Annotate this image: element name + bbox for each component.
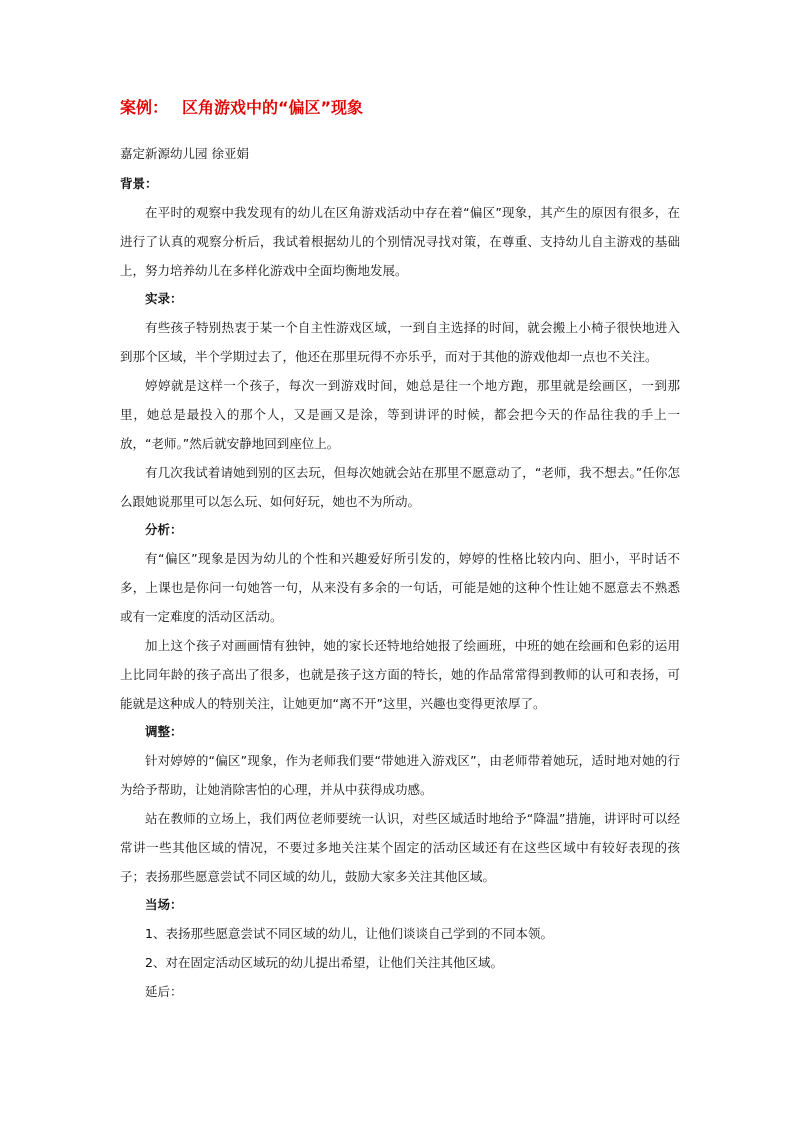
adjust-heading: 调整：	[145, 724, 183, 739]
analysis-paragraph-2: 加上这个孩子对画画情有独钟，她的家长还特地给她报了绘画班，中班的她在绘画和色彩的运用上比同年龄的孩子高出了很多，也就是孩子这方面的特长，她的作品常常得到教师的认可和表扬，可能就是这种成人的特别关注，让她更加“离不开”这里，兴趣也变得更浓厚了。	[120, 638, 680, 711]
record-heading: 实录：	[145, 291, 183, 306]
analysis-paragraph-1: 有“偏区”现象是因为幼儿的个性和兴趣爱好所引发的，婷婷的性格比较内向、胆小，平时话不多，上课也是你问一句她答一句，从来没有多余的一句话，可能是她的这种个性让她不愿意去不熟悉或有一定难度的活动区活动。	[120, 551, 680, 624]
document-body	[120, 142, 680, 1006]
title-prefix: 案例：	[120, 98, 169, 117]
title-main: 区角游戏中的“偏区”现象	[182, 98, 364, 117]
later-heading: 延后：	[145, 984, 183, 999]
now-list-item-1: 1、表扬那些愿意尝试不同区域的幼儿，让他们谈谈自己学到的不同本领。	[145, 926, 553, 941]
page-title	[120, 95, 363, 118]
background-paragraph: 在平时的观察中我发现有的幼儿在区角游戏活动中存在着“偏区”现象，其产生的原因有很多，在进行了认真的观察分析后，我试着根据幼儿的个别情况寻找对策，在尊重、支持幼儿自主游戏的基础上，努力培养幼儿在多样化游戏中全面均衡地发展。	[120, 205, 680, 278]
now-list-item-2: 2、对在固定活动区域玩的幼儿提出希望，让他们关注其他区域。	[145, 955, 503, 970]
analysis-heading: 分析：	[145, 522, 183, 537]
adjust-paragraph-2: 站在教师的立场上，我们两位老师要统一认识，对些区域适时地给予“降温”措施，讲评时可以经常讲一些其他区域的情况，不要过多地关注某个固定的活动区域还有在这些区域中有较好表现的孩子；表扬那些愿意尝试不同区域的幼儿，鼓励大家多关注其他区域。	[120, 811, 680, 884]
record-paragraph-3: 有几次我试着请她到别的区去玩，但每次她就会站在那里不愿意动了，“老师，我不想去。”任你怎么跟她说那里可以怎么玩、如何好玩，她也不为所动。	[120, 465, 680, 509]
adjust-paragraph-1: 针对婷婷的“偏区”现象，作为老师我们要“带她进入游戏区”，由老师带着她玩，适时地对她的行为给予帮助，让她消除害怕的心理，并从中获得成功感。	[120, 753, 680, 797]
background-heading: 背景：	[120, 176, 158, 191]
author-line: 嘉定新源幼儿园 徐亚娟	[120, 146, 249, 161]
now-heading: 当场：	[145, 897, 183, 912]
record-paragraph-1: 有些孩子特别热衷于某一个自主性游戏区域，一到自主选择的时间，就会搬上小椅子很快地进入到那个区域，半个学期过去了，他还在那里玩得不亦乐乎，而对于其他的游戏他却一点也不关注。	[120, 320, 680, 364]
record-paragraph-2: 婷婷就是这样一个孩子，每次一到游戏时间，她总是往一个地方跑，那里就是绘画区，一到那里，她总是最投入的那个人，又是画又是涂，等到讲评的时候，都会把今天的作品往我的手上一放，“老师。”然后就安静地回到座位上。	[120, 378, 680, 451]
